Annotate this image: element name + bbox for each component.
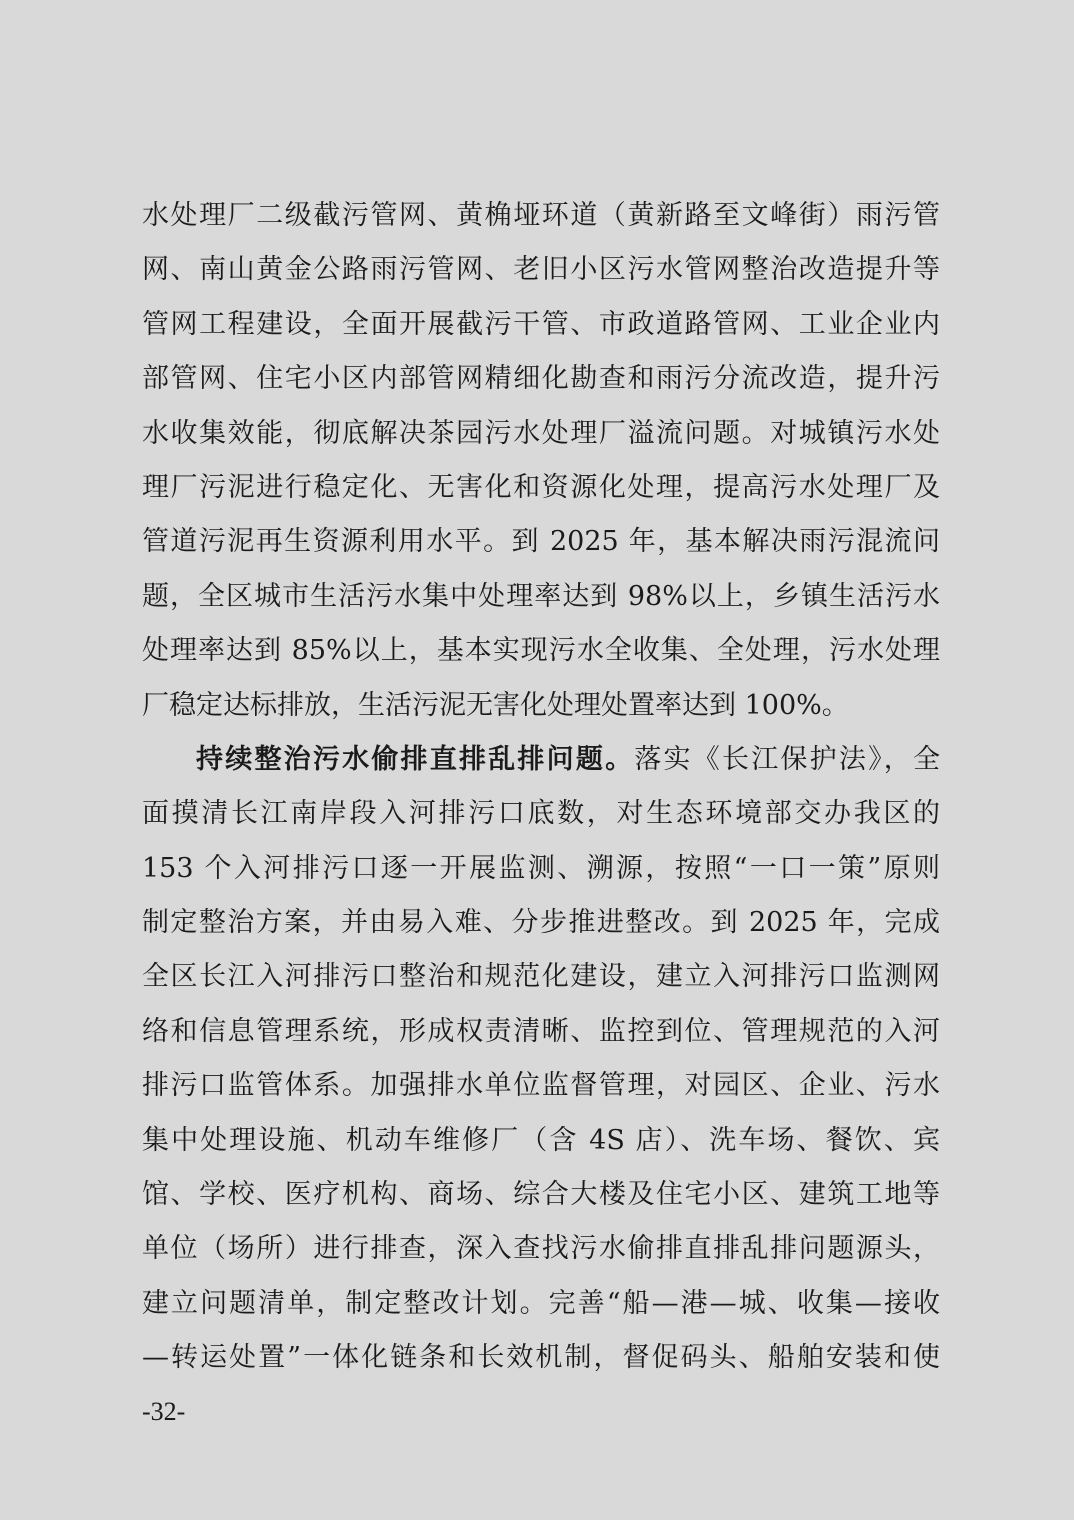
text-line: 处理率达到 85%以上，基本实现污水全收集、全处理，污水处理 xyxy=(142,635,940,667)
text-line: 面摸清长江南岸段入河排污口底数，对生态环境部交办我区的 xyxy=(142,798,940,830)
text-line: 单位（场所）进行排查，深入查找污水偷排直排乱排问题源头， xyxy=(142,1233,940,1265)
text-line: 络和信息管理系统，形成权责清晰、监控到位、管理规范的入河 xyxy=(142,1015,940,1047)
text-line: 理厂污泥进行稳定化、无害化和资源化处理，提高污水处理厂及 xyxy=(142,471,940,503)
text-line: 网、南山黄金公路雨污管网、老旧小区污水管网整治改造提升等 xyxy=(142,254,940,286)
paragraph-sewage-network xyxy=(142,189,940,733)
text-line: 馆、学校、医疗机构、商场、综合大楼及住宅小区、建筑工地等 xyxy=(142,1179,940,1211)
text-line: 全区长江入河排污口整治和规范化建设，建立入河排污口监测网 xyxy=(142,961,940,993)
text-line: —转运处置”一体化链条和长效机制，督促码头、船舶安装和使 xyxy=(142,1342,940,1374)
text-line: 厂稳定达标排放，生活污泥无害化处理处置率达到 100%。 xyxy=(142,689,849,721)
paragraph-illegal-discharge xyxy=(142,733,940,1386)
text-line: 水处理厂二级截污管网、黄桷垭环道（黄新路至文峰街）雨污管 xyxy=(142,200,940,231)
text-line: 水收集效能，彻底解决茶园污水处理厂溢流问题。对城镇污水处 xyxy=(142,417,940,449)
text-line: 建立问题清单，制定整改计划。完善“船—港—城、收集—接收 xyxy=(142,1287,940,1319)
text-line: 题，全区城市生活污水集中处理率达到 98%以上，乡镇生活污水 xyxy=(142,580,940,612)
text-line: 制定整治方案，并由易入难、分步推进整改。到 2025 年，完成 xyxy=(142,907,940,939)
paragraph-heading: 持续整治污水偷排直排乱排问题。 xyxy=(196,743,635,775)
text-line: 管网工程建设，全面开展截污干管、市政道路管网、工业企业内 xyxy=(142,308,940,340)
paragraph-first-line-text: 落实《长江保护法》，全 xyxy=(634,743,940,775)
document-body xyxy=(142,189,940,1386)
text-line: 153 个入河排污口逐一开展监测、溯源，按照“一口一策”原则 xyxy=(142,852,940,884)
text-line: 集中处理设施、机动车维修厂（含 4S 店）、洗车场、餐饮、宾 xyxy=(142,1124,940,1156)
text-line: 部管网、住宅小区内部管网精细化勘查和雨污分流改造，提升污 xyxy=(142,363,940,395)
page-number: -32- xyxy=(142,1397,186,1426)
text-line: 管道污泥再生资源利用水平。到 2025 年，基本解决雨污混流问 xyxy=(142,526,940,558)
paragraph-first-line xyxy=(142,733,940,787)
text-line: 排污口监管体系。加强排水单位监督管理，对园区、企业、污水 xyxy=(142,1070,940,1102)
